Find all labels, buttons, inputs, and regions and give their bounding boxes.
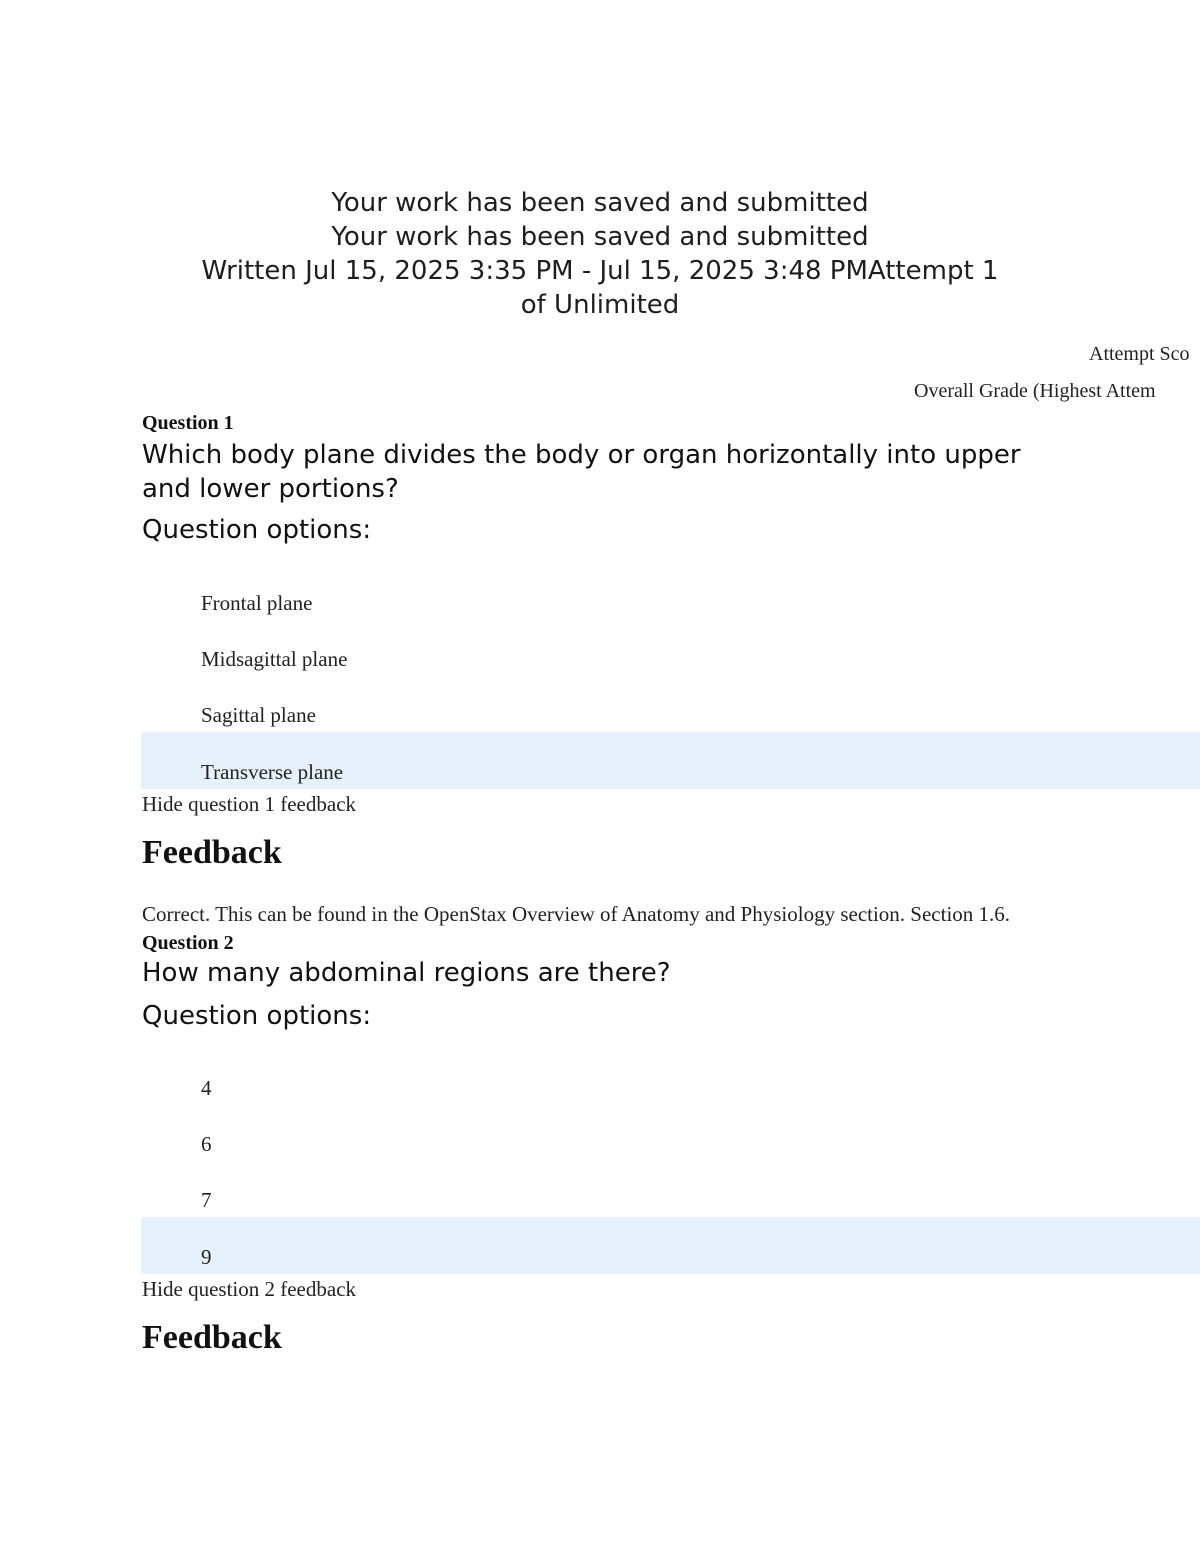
saved-message: Your work has been saved and submitted (331, 188, 869, 218)
written-time-attempt: Written Jul 15, 2025 3:35 PM - Jul 15, 2025 3:48 PMAttempt 1 (201, 256, 999, 286)
question-options-label: Question options: (142, 1001, 372, 1031)
option-row[interactable] (141, 1105, 1200, 1161)
option-row[interactable] (141, 676, 1200, 732)
option-label: 6 (201, 1132, 212, 1156)
hide-feedback-link[interactable]: Hide question 2 feedback (142, 1277, 357, 1301)
option-label: Transverse plane (201, 760, 344, 784)
hide-feedback-link[interactable]: Hide question 1 feedback (142, 792, 357, 816)
feedback-heading: Feedback (142, 1319, 282, 1356)
option-row[interactable] (141, 564, 1200, 620)
question-text: Which body plane divides the body or organ horizontally into upper and lower portions? (142, 440, 1021, 504)
option-label: Frontal plane (201, 591, 313, 615)
option-label: 9 (201, 1245, 212, 1269)
option-row-selected[interactable] (141, 1217, 1200, 1274)
attempt-limit: of Unlimited (520, 290, 680, 320)
option-row[interactable] (141, 1049, 1200, 1105)
feedback-heading: Feedback (142, 834, 282, 871)
question-label: Question 2 (142, 932, 234, 954)
feedback-text: Correct. This can be found in the OpenStax Overview of Anatomy and Physiology section. Section 1.6. (142, 902, 1011, 926)
option-label: 7 (201, 1188, 212, 1212)
option-label: 4 (201, 1076, 212, 1100)
option-row[interactable] (141, 620, 1200, 676)
overall-grade-label: Overall Grade (Highest Attem (914, 380, 1156, 402)
option-label: Midsagittal plane (201, 647, 348, 671)
option-row[interactable] (141, 1161, 1200, 1217)
question-text: How many abdominal regions are there? (142, 958, 671, 988)
submission-header (0, 186, 1200, 322)
question-options-label: Question options: (142, 515, 372, 545)
question-label: Question 1 (142, 412, 234, 434)
saved-message-duplicate: Your work has been saved and submitted (331, 222, 869, 252)
option-row-selected[interactable] (141, 732, 1200, 789)
option-label: Sagittal plane (201, 703, 316, 727)
attempt-score-label: Attempt Sco (1089, 343, 1190, 365)
